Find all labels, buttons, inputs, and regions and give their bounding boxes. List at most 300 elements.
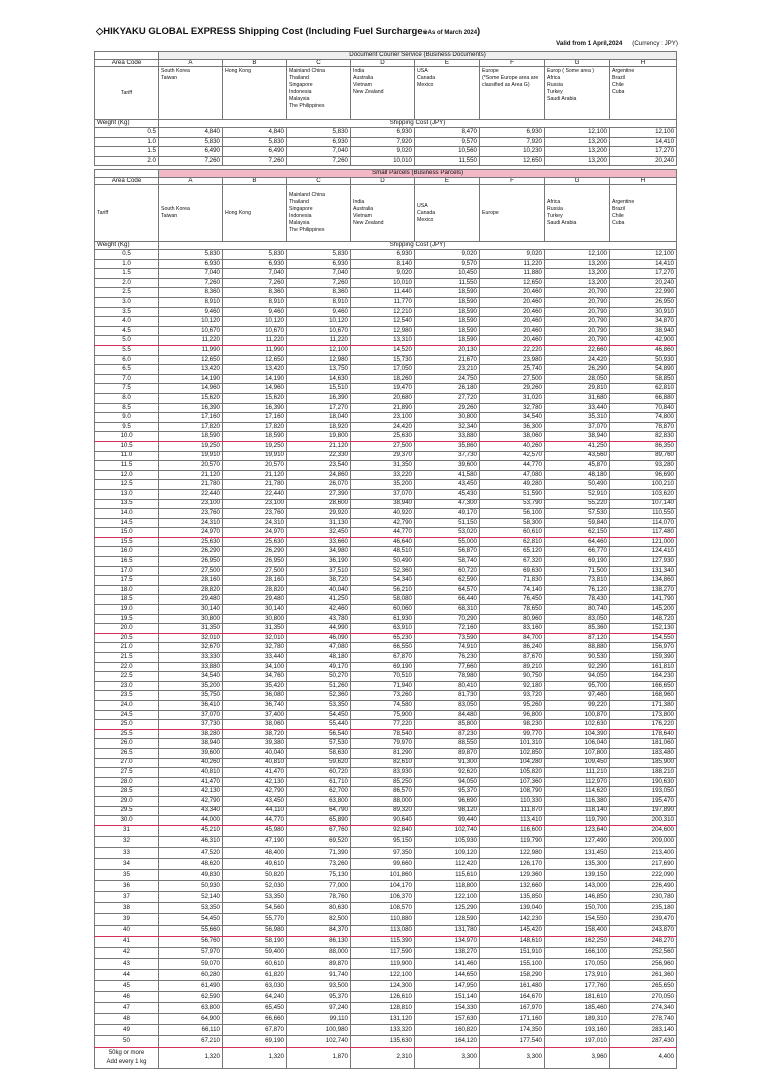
price-cell: 29,260 xyxy=(480,384,545,394)
price-cell: 6,930 xyxy=(223,259,287,269)
price-cell: 81,290 xyxy=(351,748,415,758)
price-cell: 20,570 xyxy=(159,461,223,471)
area-letter: B xyxy=(223,177,287,185)
table-row xyxy=(95,393,677,403)
price-cell: 26,950 xyxy=(223,557,287,567)
price-cell: 42,570 xyxy=(480,451,545,461)
price-cell: 20,460 xyxy=(480,326,545,336)
price-cell: 75,130 xyxy=(287,870,351,881)
price-cell: 13,200 xyxy=(545,137,610,147)
price-cell: 161,810 xyxy=(610,662,677,672)
price-cell: 59,400 xyxy=(223,947,287,958)
weight-cell: 3.0 xyxy=(95,298,159,308)
price-cell: 38,720 xyxy=(223,729,287,739)
shipping-cost-label: Shipping Cost (JPY) xyxy=(159,120,677,128)
price-cell: 88,000 xyxy=(287,947,351,958)
price-cell: 5,830 xyxy=(287,128,351,138)
table-row xyxy=(95,278,677,288)
price-cell: 48,510 xyxy=(351,547,415,557)
price-cell: 22,990 xyxy=(610,288,677,298)
price-cell: 86,130 xyxy=(287,936,351,947)
price-cell: 78,430 xyxy=(545,595,610,605)
area-code-row xyxy=(95,59,677,67)
price-cell: 222,090 xyxy=(610,870,677,881)
price-cell: 103,620 xyxy=(610,489,677,499)
price-cell: 139,040 xyxy=(480,903,545,914)
price-cell: 78,650 xyxy=(480,605,545,615)
price-cell: 73,260 xyxy=(351,691,415,701)
table-row xyxy=(95,633,677,643)
price-cell: 28,600 xyxy=(287,499,351,509)
price-cell: 87,120 xyxy=(545,633,610,643)
weight-cell: 42 xyxy=(95,947,159,958)
price-cell: 10,230 xyxy=(480,147,545,157)
price-cell: 70,840 xyxy=(610,403,677,413)
area-letter: B xyxy=(223,59,287,67)
price-cell: 35,200 xyxy=(351,480,415,490)
price-cell: 115,610 xyxy=(415,870,480,881)
price-cell: 45,210 xyxy=(159,825,223,836)
price-cell: 33,440 xyxy=(223,653,287,663)
price-cell: 151,140 xyxy=(415,992,480,1003)
price-cell: 217,690 xyxy=(610,858,677,869)
price-cell: 56,980 xyxy=(223,925,287,936)
price-cell: 69,630 xyxy=(480,566,545,576)
table-row xyxy=(95,537,677,547)
price-cell: 193,160 xyxy=(545,1025,610,1036)
price-cell: 82,500 xyxy=(287,914,351,925)
price-cell: 26,070 xyxy=(287,480,351,490)
price-cell: 67,210 xyxy=(159,1036,223,1047)
table-row xyxy=(95,307,677,317)
price-cell: 168,960 xyxy=(610,691,677,701)
price-cell: 74,800 xyxy=(610,413,677,423)
title-text: ◇HIKYAKU GLOBAL EXPRESS Shipping Cost (Including Fuel Surcharge xyxy=(96,26,423,37)
price-cell: 4,840 xyxy=(223,128,287,138)
table-row xyxy=(95,858,677,869)
document-courier-table xyxy=(94,51,677,166)
price-cell: 83,050 xyxy=(415,700,480,710)
price-cell: 11,550 xyxy=(415,156,480,166)
price-cell: 49,170 xyxy=(415,509,480,519)
price-cell: 102,850 xyxy=(480,748,545,758)
price-cell: 111,210 xyxy=(545,768,610,778)
price-cell: 18,590 xyxy=(415,326,480,336)
price-cell: 40,810 xyxy=(223,758,287,768)
price-cell: 72,160 xyxy=(415,624,480,634)
price-cell: 80,410 xyxy=(415,681,480,691)
tariff-label: Tariff xyxy=(95,185,159,242)
price-cell: 88,000 xyxy=(351,796,415,806)
table-row xyxy=(95,547,677,557)
table-row xyxy=(95,1025,677,1036)
price-cell: 15,510 xyxy=(287,384,351,394)
price-cell: 28,160 xyxy=(223,576,287,586)
weight-cell: 14.5 xyxy=(95,518,159,528)
price-cell: 19,910 xyxy=(159,451,223,461)
price-cell: 86,570 xyxy=(351,787,415,797)
price-cell: 32,010 xyxy=(159,633,223,643)
price-cell: 96,800 xyxy=(480,710,545,720)
price-cell: 46,090 xyxy=(287,633,351,643)
price-cell: 124,410 xyxy=(610,547,677,557)
price-cell: 107,140 xyxy=(610,499,677,509)
zone-countries-row xyxy=(95,67,677,120)
table-row xyxy=(95,758,677,768)
price-cell: 197,890 xyxy=(610,806,677,816)
table-row xyxy=(95,499,677,509)
price-cell: 47,080 xyxy=(287,643,351,653)
price-cell: 10,670 xyxy=(159,326,223,336)
price-cell: 30,910 xyxy=(610,307,677,317)
price-cell: 18,590 xyxy=(159,432,223,442)
price-cell: 74,580 xyxy=(351,700,415,710)
price-cell: 107,800 xyxy=(545,748,610,758)
price-cell: 190,630 xyxy=(610,777,677,787)
price-cell: 69,190 xyxy=(545,557,610,567)
price-cell: 38,060 xyxy=(480,432,545,442)
price-cell: 7,260 xyxy=(287,156,351,166)
price-cell: 142,230 xyxy=(480,914,545,925)
price-cell: 6,930 xyxy=(480,128,545,138)
price-cell: 83,160 xyxy=(480,624,545,634)
price-cell: 128,590 xyxy=(415,914,480,925)
price-cell: 84,370 xyxy=(287,925,351,936)
price-cell: 60,720 xyxy=(287,768,351,778)
price-cell: 5,830 xyxy=(287,250,351,260)
price-cell: 26,950 xyxy=(610,298,677,308)
weight-cell: 27.5 xyxy=(95,768,159,778)
price-cell: 100,870 xyxy=(545,710,610,720)
price-cell: 101,860 xyxy=(351,870,415,881)
price-cell: 58,190 xyxy=(223,936,287,947)
weight-cell: 16.5 xyxy=(95,557,159,567)
price-cell: 20,790 xyxy=(545,307,610,317)
price-cell: 22,660 xyxy=(545,346,610,356)
price-cell: 39,600 xyxy=(415,461,480,471)
price-cell: 116,600 xyxy=(480,825,545,836)
price-cell: 11,220 xyxy=(287,336,351,346)
price-cell: 10,120 xyxy=(287,317,351,327)
price-cell: 33,330 xyxy=(159,653,223,663)
price-cell: 235,180 xyxy=(610,903,677,914)
price-cell: 11,880 xyxy=(480,269,545,279)
weight-cell: 3.5 xyxy=(95,307,159,317)
table-row xyxy=(95,470,677,480)
shipping-cost-label: Shipping Cost (JPY) xyxy=(159,242,677,250)
price-cell: 19,470 xyxy=(351,384,415,394)
price-cell: 155,100 xyxy=(480,958,545,969)
price-cell: 200,310 xyxy=(610,816,677,826)
price-cell: 74,140 xyxy=(480,585,545,595)
price-cell: 21,120 xyxy=(159,470,223,480)
table-row xyxy=(95,947,677,958)
price-cell: 88,880 xyxy=(545,643,610,653)
weight-cell: 15.0 xyxy=(95,528,159,538)
price-cell: 42,460 xyxy=(287,605,351,615)
price-cell: 23,760 xyxy=(223,509,287,519)
weight-cell: 12.0 xyxy=(95,470,159,480)
zone-countries-row xyxy=(95,185,677,242)
price-cell: 31,350 xyxy=(223,624,287,634)
price-cell: 159,390 xyxy=(610,653,677,663)
additional-kg-price: 3,960 xyxy=(545,1047,610,1068)
table-row xyxy=(95,881,677,892)
price-cell: 126,170 xyxy=(480,858,545,869)
price-cell: 29,260 xyxy=(415,403,480,413)
zone-countries: Africa Russia Turkey Saudi Arabia xyxy=(545,185,610,242)
price-cell: 80,740 xyxy=(545,605,610,615)
price-cell: 35,310 xyxy=(545,413,610,423)
price-cell: 18,590 xyxy=(415,317,480,327)
area-letter: G xyxy=(545,177,610,185)
price-cell: 97,350 xyxy=(351,847,415,858)
table-row xyxy=(95,816,677,826)
price-cell: 148,610 xyxy=(480,936,545,947)
table-row xyxy=(95,413,677,423)
weight-cell: 2.5 xyxy=(95,288,159,298)
price-cell: 26,180 xyxy=(415,384,480,394)
price-cell: 44,110 xyxy=(223,806,287,816)
table-row xyxy=(95,250,677,260)
price-cell: 95,700 xyxy=(545,681,610,691)
weight-cell: 32 xyxy=(95,836,159,847)
price-cell: 26,290 xyxy=(223,547,287,557)
price-cell: 40,040 xyxy=(287,585,351,595)
table-row xyxy=(95,748,677,758)
price-cell: 35,420 xyxy=(223,681,287,691)
zone-countries: Europe (*Some Europe area are classified as Area G) xyxy=(480,67,545,120)
table-row xyxy=(95,958,677,969)
additional-kg-price: 3,300 xyxy=(480,1047,545,1068)
price-cell: 95,370 xyxy=(287,992,351,1003)
price-cell: 30,140 xyxy=(223,605,287,615)
price-cell: 109,120 xyxy=(415,847,480,858)
price-cell: 35,860 xyxy=(415,441,480,451)
weight-header-row xyxy=(95,242,677,250)
zone-countries: Argentine Brazil Chile Cuba xyxy=(610,67,677,120)
price-cell: 40,810 xyxy=(159,768,223,778)
price-cell: 59,070 xyxy=(159,958,223,969)
price-cell: 39,600 xyxy=(159,748,223,758)
price-cell: 24,750 xyxy=(415,374,480,384)
weight-cell: 1.0 xyxy=(95,259,159,269)
price-cell: 173,910 xyxy=(545,969,610,980)
price-cell: 5,830 xyxy=(159,250,223,260)
price-cell: 45,870 xyxy=(545,461,610,471)
price-cell: 189,310 xyxy=(545,1014,610,1025)
price-cell: 110,550 xyxy=(610,509,677,519)
price-cell: 11,990 xyxy=(159,346,223,356)
price-cell: 64,900 xyxy=(159,1014,223,1025)
price-cell: 8,910 xyxy=(223,298,287,308)
price-cell: 17,160 xyxy=(223,413,287,423)
price-cell: 181,610 xyxy=(545,992,610,1003)
table-row xyxy=(95,557,677,567)
price-cell: 123,640 xyxy=(545,825,610,836)
price-cell: 166,100 xyxy=(545,947,610,958)
price-cell: 89,210 xyxy=(480,662,545,672)
zone-countries: Argentine Brazil Chile Cuba xyxy=(610,185,677,242)
table-row xyxy=(95,681,677,691)
price-cell: 50,490 xyxy=(351,557,415,567)
table-row xyxy=(95,729,677,739)
price-cell: 87,670 xyxy=(480,653,545,663)
price-cell: 79,970 xyxy=(351,739,415,749)
price-cell: 86,350 xyxy=(610,441,677,451)
price-cell: 177,540 xyxy=(480,1036,545,1047)
weight-cell: 49 xyxy=(95,1025,159,1036)
price-cell: 64,570 xyxy=(415,585,480,595)
additional-kg-price: 1,870 xyxy=(287,1047,351,1068)
price-cell: 44,770 xyxy=(223,816,287,826)
weight-cell: 33 xyxy=(95,847,159,858)
price-cell: 132,660 xyxy=(480,881,545,892)
price-cell: 6,490 xyxy=(223,147,287,157)
area-letter: E xyxy=(415,177,480,185)
small-parcels-table xyxy=(94,169,677,1069)
price-cell: 76,230 xyxy=(415,653,480,663)
price-cell: 9,570 xyxy=(415,137,480,147)
weight-cell: 45 xyxy=(95,981,159,992)
price-cell: 60,610 xyxy=(223,958,287,969)
price-cell: 12,540 xyxy=(351,317,415,327)
table-title: Small Parcels (Business Parcels) xyxy=(159,170,677,178)
price-cell: 10,120 xyxy=(223,317,287,327)
price-cell: 33,660 xyxy=(287,537,351,547)
price-cell: 57,530 xyxy=(287,739,351,749)
price-cell: 13,200 xyxy=(545,147,610,157)
price-cell: 41,470 xyxy=(159,777,223,787)
weight-cell: 41 xyxy=(95,936,159,947)
price-cell: 52,360 xyxy=(287,691,351,701)
price-cell: 20,240 xyxy=(610,278,677,288)
price-cell: 75,900 xyxy=(351,710,415,720)
table-row xyxy=(95,892,677,903)
price-cell: 55,440 xyxy=(287,720,351,730)
weight-cell: 23.0 xyxy=(95,681,159,691)
price-cell: 28,820 xyxy=(223,585,287,595)
zone-countries: Europ ( Some area ) Africa Russia Turkey Saudi Arabia xyxy=(545,67,610,120)
price-cell: 78,980 xyxy=(415,672,480,682)
price-cell: 88,550 xyxy=(415,739,480,749)
price-cell: 53,350 xyxy=(287,700,351,710)
weight-cell: 6.0 xyxy=(95,355,159,365)
price-cell: 48,180 xyxy=(545,470,610,480)
price-cell: 37,730 xyxy=(415,451,480,461)
table-row xyxy=(95,422,677,432)
price-cell: 36,080 xyxy=(223,691,287,701)
weight-cell: 14.0 xyxy=(95,509,159,519)
weight-cell: 7.5 xyxy=(95,384,159,394)
price-cell: 20,460 xyxy=(480,288,545,298)
price-cell: 102,740 xyxy=(415,825,480,836)
price-cell: 18,590 xyxy=(415,298,480,308)
price-cell: 174,350 xyxy=(480,1025,545,1036)
price-cell: 154,330 xyxy=(415,1003,480,1014)
price-cell: 55,220 xyxy=(545,499,610,509)
price-cell: 38,940 xyxy=(351,499,415,509)
price-cell: 95,150 xyxy=(351,836,415,847)
price-cell: 20,680 xyxy=(351,393,415,403)
weight-cell: 47 xyxy=(95,1003,159,1014)
price-cell: 14,520 xyxy=(351,346,415,356)
weight-cell: 50 xyxy=(95,1036,159,1047)
weight-cell: 19.5 xyxy=(95,614,159,624)
price-cell: 160,820 xyxy=(415,1025,480,1036)
area-letter: F xyxy=(480,177,545,185)
price-cell: 92,840 xyxy=(351,825,415,836)
price-cell: 11,550 xyxy=(415,278,480,288)
price-cell: 15,620 xyxy=(159,393,223,403)
price-cell: 61,930 xyxy=(351,614,415,624)
price-cell: 45,980 xyxy=(223,825,287,836)
table-row xyxy=(95,936,677,947)
table-row xyxy=(95,1036,677,1047)
zone-countries: USA Canada Mexico xyxy=(415,185,480,242)
price-cell: 32,450 xyxy=(287,528,351,538)
weight-cell: 44 xyxy=(95,969,159,980)
price-cell: 9,460 xyxy=(287,307,351,317)
price-cell: 23,100 xyxy=(223,499,287,509)
price-cell: 59,620 xyxy=(287,758,351,768)
price-cell: 63,800 xyxy=(287,796,351,806)
price-cell: 48,620 xyxy=(159,858,223,869)
price-cell: 9,020 xyxy=(351,269,415,279)
price-cell: 7,920 xyxy=(351,137,415,147)
price-cell: 274,340 xyxy=(610,1003,677,1014)
area-letter: G xyxy=(545,59,610,67)
price-cell: 69,190 xyxy=(351,662,415,672)
price-cell: 40,260 xyxy=(480,441,545,451)
table-row xyxy=(95,509,677,519)
price-cell: 102,630 xyxy=(545,720,610,730)
price-cell: 111,870 xyxy=(480,806,545,816)
area-code-label: Area Code xyxy=(95,177,159,185)
price-cell: 7,260 xyxy=(287,278,351,288)
price-cell: 18,920 xyxy=(287,422,351,432)
table-title-row xyxy=(95,52,677,60)
price-cell: 32,010 xyxy=(223,633,287,643)
price-cell: 197,010 xyxy=(545,1036,610,1047)
price-cell: 112,420 xyxy=(415,858,480,869)
price-cell: 33,440 xyxy=(545,403,610,413)
additional-kg-price: 4,400 xyxy=(610,1047,677,1068)
price-cell: 9,020 xyxy=(480,250,545,260)
area-letter: H xyxy=(610,177,677,185)
weight-cell: 20.5 xyxy=(95,633,159,643)
price-cell: 13,200 xyxy=(545,278,610,288)
weight-cell: 31 xyxy=(95,825,159,836)
price-cell: 20,790 xyxy=(545,336,610,346)
price-cell: 30,800 xyxy=(223,614,287,624)
price-cell: 25,630 xyxy=(159,537,223,547)
additional-kg-label xyxy=(95,1047,159,1068)
price-cell: 20,460 xyxy=(480,298,545,308)
price-cell: 33,880 xyxy=(159,662,223,672)
price-cell: 50,820 xyxy=(223,870,287,881)
price-cell: 93,500 xyxy=(287,981,351,992)
price-cell: 27,720 xyxy=(415,393,480,403)
price-cell: 56,760 xyxy=(159,936,223,947)
price-cell: 128,810 xyxy=(351,1003,415,1014)
price-cell: 27,390 xyxy=(287,489,351,499)
price-cell: 8,910 xyxy=(287,298,351,308)
price-cell: 91,740 xyxy=(287,969,351,980)
price-cell: 67,760 xyxy=(287,825,351,836)
price-cell: 14,410 xyxy=(610,137,677,147)
price-cell: 23,980 xyxy=(480,355,545,365)
